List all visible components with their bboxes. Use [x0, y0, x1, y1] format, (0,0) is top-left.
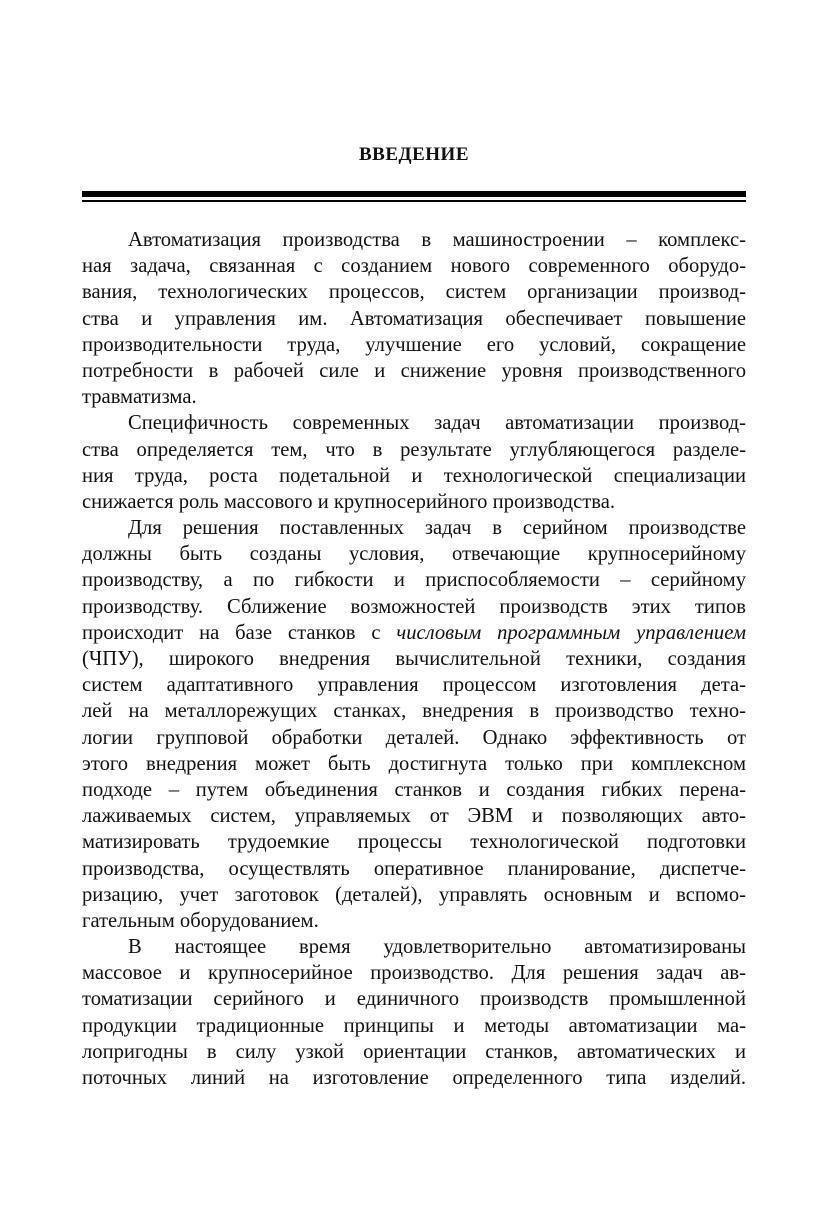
heading-rule-thin	[82, 200, 746, 202]
text-line: должны быть созданы условия, отвечающие крупносерийному	[82, 543, 746, 566]
text-line: лопригодны в силу узкой ориентации станков, автоматических и	[82, 1040, 746, 1063]
text-line: Для решения поставленных задач в серийном производстве	[128, 517, 746, 540]
text-line: поточных линий на изготовление определенного типа изделий.	[82, 1067, 746, 1089]
text-line: ризацию, учет заготовок (деталей), управлять основным и вспомо-	[82, 883, 746, 906]
text-line: снижается роль массового и крупносерийного производства.	[82, 490, 616, 513]
text-line: ная задача, связанная с созданием нового современного оборудо-	[82, 255, 746, 278]
text-line: производительности труда, улучшение его условий, сокращение	[82, 333, 746, 356]
text-line: травматизма.	[82, 386, 197, 409]
text-line: подходе – путем объединения станков и создания гибких перена-	[82, 778, 746, 801]
text-line: ства определяется тем, что в результате углубляющегося разделе-	[82, 438, 746, 461]
text-line: (ЧПУ), широкого внедрения вычислительной техники, создания	[82, 648, 746, 670]
text-line: лей на металлорежущих станках, внедрения в производство техно-	[82, 700, 746, 723]
text-segment: происходит на базе станков с	[82, 621, 397, 644]
text-line: Автоматизация производства в машиностроении – комплекс-	[128, 229, 746, 251]
text-line: В настоящее время удовлетворительно автоматизированы	[128, 936, 746, 959]
paragraph-3	[82, 515, 746, 934]
text-line: ства и управления им. Автоматизация обеспечивает повышение	[82, 307, 746, 330]
text-line: производству. Сближение возможностей производств этих типов	[82, 595, 746, 618]
text-line: производству, а по гибкости и приспособляемости – серийному	[82, 569, 746, 592]
body-text	[82, 227, 746, 1091]
paragraph-1	[82, 227, 746, 410]
text-line: томатизации серийного и единичного производств промышленной	[82, 988, 746, 1011]
text-line: гательным оборудованием.	[82, 909, 319, 932]
section-heading: ВВЕДЕНИЕ	[359, 144, 469, 165]
text-line: лаживаемых систем, управляемых от ЭВМ и позволяющих авто-	[82, 805, 746, 828]
text-line: Специфичность современных задач автоматизации производ-	[128, 412, 746, 435]
text-line: логии групповой обработки деталей. Однако эффективность от	[82, 726, 746, 749]
text-line: систем адаптативного управления процессом изготовления дета-	[82, 674, 746, 697]
text-line: этого внедрения может быть достигнута только при комплексном	[82, 752, 746, 775]
paragraph-4	[82, 934, 746, 1091]
heading-rule-thick	[82, 191, 746, 197]
text-line: потребности в рабочей силе и снижение уровня производственного	[82, 359, 746, 382]
text-line: производства, осуществлять оперативное планирование, диспетче-	[82, 857, 746, 880]
text-line: матизировать трудоемкие процессы технологической подготовки	[82, 831, 746, 854]
text-line: ния труда, роста подетальной и технологической специализации	[82, 464, 746, 487]
text-line: продукции традиционные принципы и методы автоматизации ма-	[82, 1014, 746, 1037]
text-line-with-italic	[82, 620, 746, 646]
paragraph-2	[82, 410, 746, 515]
text-line: вания, технологических процессов, систем организации производ-	[82, 281, 746, 304]
text-line: массовое и крупносерийное производство. Для решения задач ав-	[82, 962, 746, 985]
italic-term: числовым программным управлением	[396, 621, 746, 644]
